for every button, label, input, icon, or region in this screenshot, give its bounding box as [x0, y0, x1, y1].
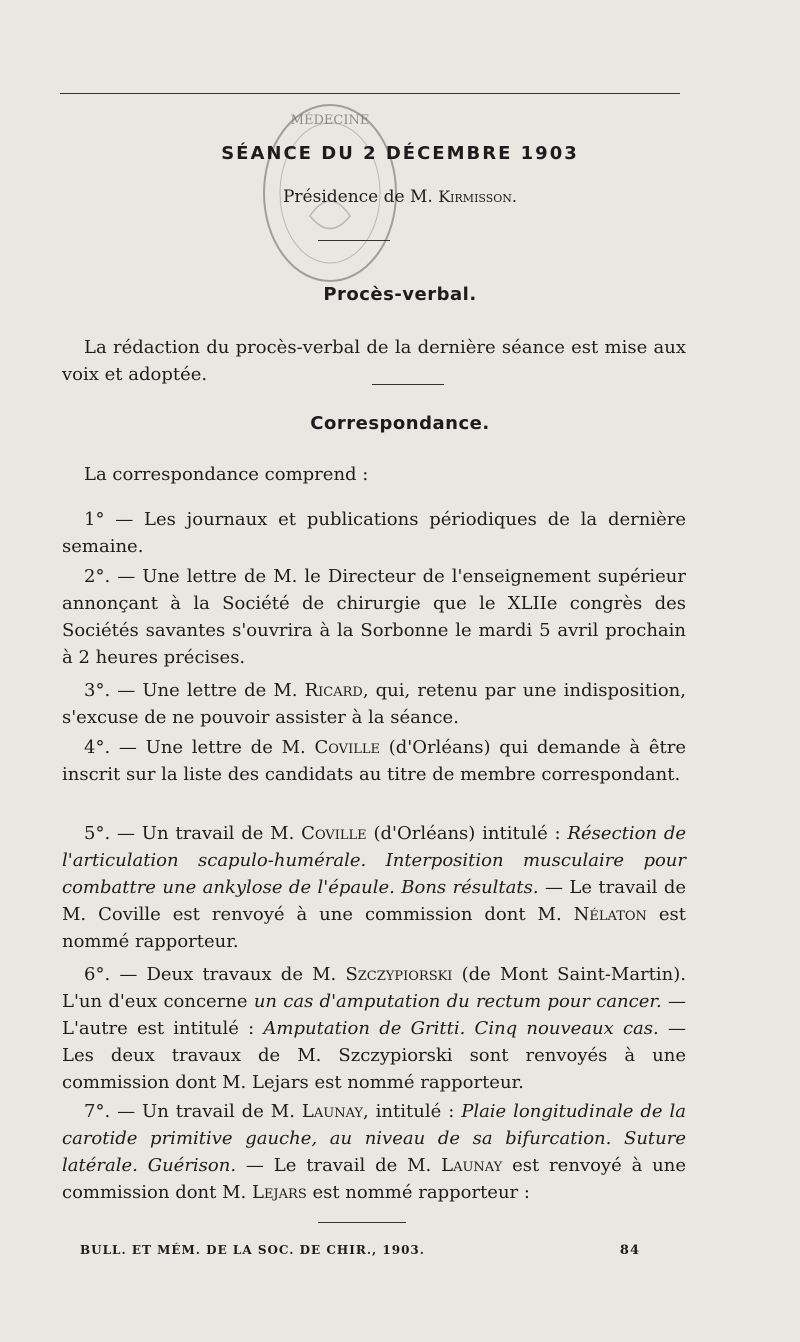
- item-5-name2: Nélaton: [573, 904, 647, 925]
- item-6-name: Szczypiorski: [345, 964, 453, 985]
- item-3: [62, 677, 686, 731]
- item-7-title: Plaie longitudinale de la carotide primitive gauche, au niveau de sa bifurcation. Suture latérale. Guérison.: [62, 1101, 686, 1176]
- page-number: 84: [619, 1243, 640, 1258]
- proces-verbal-text: La rédaction du procès-verbal de la dernière séance est mise aux voix et adoptée.: [62, 337, 686, 385]
- item-7-name: Launay: [301, 1101, 364, 1122]
- item-5-title: Résection de l'articulation scapulo-humérale. Interposition musculaire pour combattre une ankylose de l'épaule. Bons résultats.: [62, 823, 687, 898]
- item-6-title2: Amputation de Gritti. Cinq nouveaux cas.: [263, 1018, 659, 1039]
- item-7-name2: Launay: [441, 1155, 503, 1176]
- item-6: [62, 961, 686, 1096]
- rule-after-proces-verbal: [372, 384, 444, 385]
- item-6-mid: (de Mont Saint-Martin). L'un d'eux concerne: [62, 964, 687, 1012]
- item-7-name3: Lejars: [251, 1182, 307, 1203]
- item-5-after: — Le travail de M. Coville est renvoyé à une commission dont M.: [62, 877, 686, 925]
- rule-after-presidence: [318, 240, 390, 241]
- item-1: 1° — Les journaux et publications périodiques de la dernière semaine.: [62, 509, 686, 557]
- item-6-end: — Les deux travaux de M. Szczypiorski sont renvoyés à une commission dont M. Lejars est nommé rapporteur.: [62, 1018, 686, 1093]
- item-7-after: — Le travail de M.: [236, 1155, 442, 1176]
- item-6-title1: un cas d'amputation du rectum pour cancer.: [253, 991, 662, 1012]
- item-7-prefix: 7°. — Un travail de M.: [84, 1101, 302, 1122]
- presidence-prefix: Présidence de M.: [282, 187, 433, 207]
- item-7-mid2: est renvoyé à une commission dont M.: [62, 1155, 687, 1203]
- item-3-rest: , qui, retenu par une indisposition, s'excuse de ne pouvoir assister à la séance.: [62, 680, 686, 728]
- item-4-name: Coville: [314, 737, 380, 758]
- item-5-name: Coville: [301, 823, 367, 844]
- correspondance-heading: Correspondance.: [310, 413, 490, 434]
- correspondance-intro: La correspondance comprend :: [84, 464, 369, 485]
- item-7: [62, 1098, 686, 1206]
- item-4-rest: (d'Orléans) qui demande à être inscrit sur la liste des candidats au titre de membre correspondant.: [62, 737, 686, 785]
- item-5-prefix: 5°. — Un travail de M.: [84, 823, 302, 844]
- presidence-line: [0, 187, 800, 207]
- item-7-mid: , intitulé :: [363, 1101, 462, 1122]
- stamp-lettering: MÉDECINE: [290, 113, 370, 128]
- item-2: 2°. — Une lettre de M. le Directeur de l'enseignement supérieur annonçant à la Société de chirurgie que le XLIIe congrès des Sociétés savantes s'ouvrira à la Sorbonne le mardi 5 avril prochain à 2 heures précises.: [62, 566, 686, 668]
- item-6-prefix: 6°. — Deux travaux de M.: [84, 964, 346, 985]
- item-7-end: est nommé rapporteur :: [306, 1182, 530, 1203]
- proces-verbal-heading: Procès-verbal.: [323, 284, 477, 305]
- rule-before-footer: [318, 1222, 406, 1223]
- item-6-mid2: — L'autre est intitulé :: [62, 991, 686, 1039]
- top-rule: [60, 93, 680, 94]
- item-5-end: est nommé rapporteur.: [62, 904, 686, 952]
- footer: [80, 1243, 640, 1257]
- item-5: [62, 820, 686, 955]
- item-3-name: Ricard: [304, 680, 363, 701]
- president-name: Kirmisson.: [438, 187, 518, 206]
- item-3-prefix: 3°. — Une lettre de M.: [84, 680, 305, 701]
- item-4: [62, 734, 686, 788]
- seance-title: SÉANCE DU 2 DÉCEMBRE 1903: [221, 143, 579, 164]
- item-4-prefix: 4°. — Une lettre de M.: [84, 737, 315, 758]
- footer-journal: BULL. ET MÉM. DE LA SOC. DE CHIR., 1903.: [80, 1243, 425, 1257]
- item-5-mid: (d'Orléans) intitulé :: [366, 823, 568, 844]
